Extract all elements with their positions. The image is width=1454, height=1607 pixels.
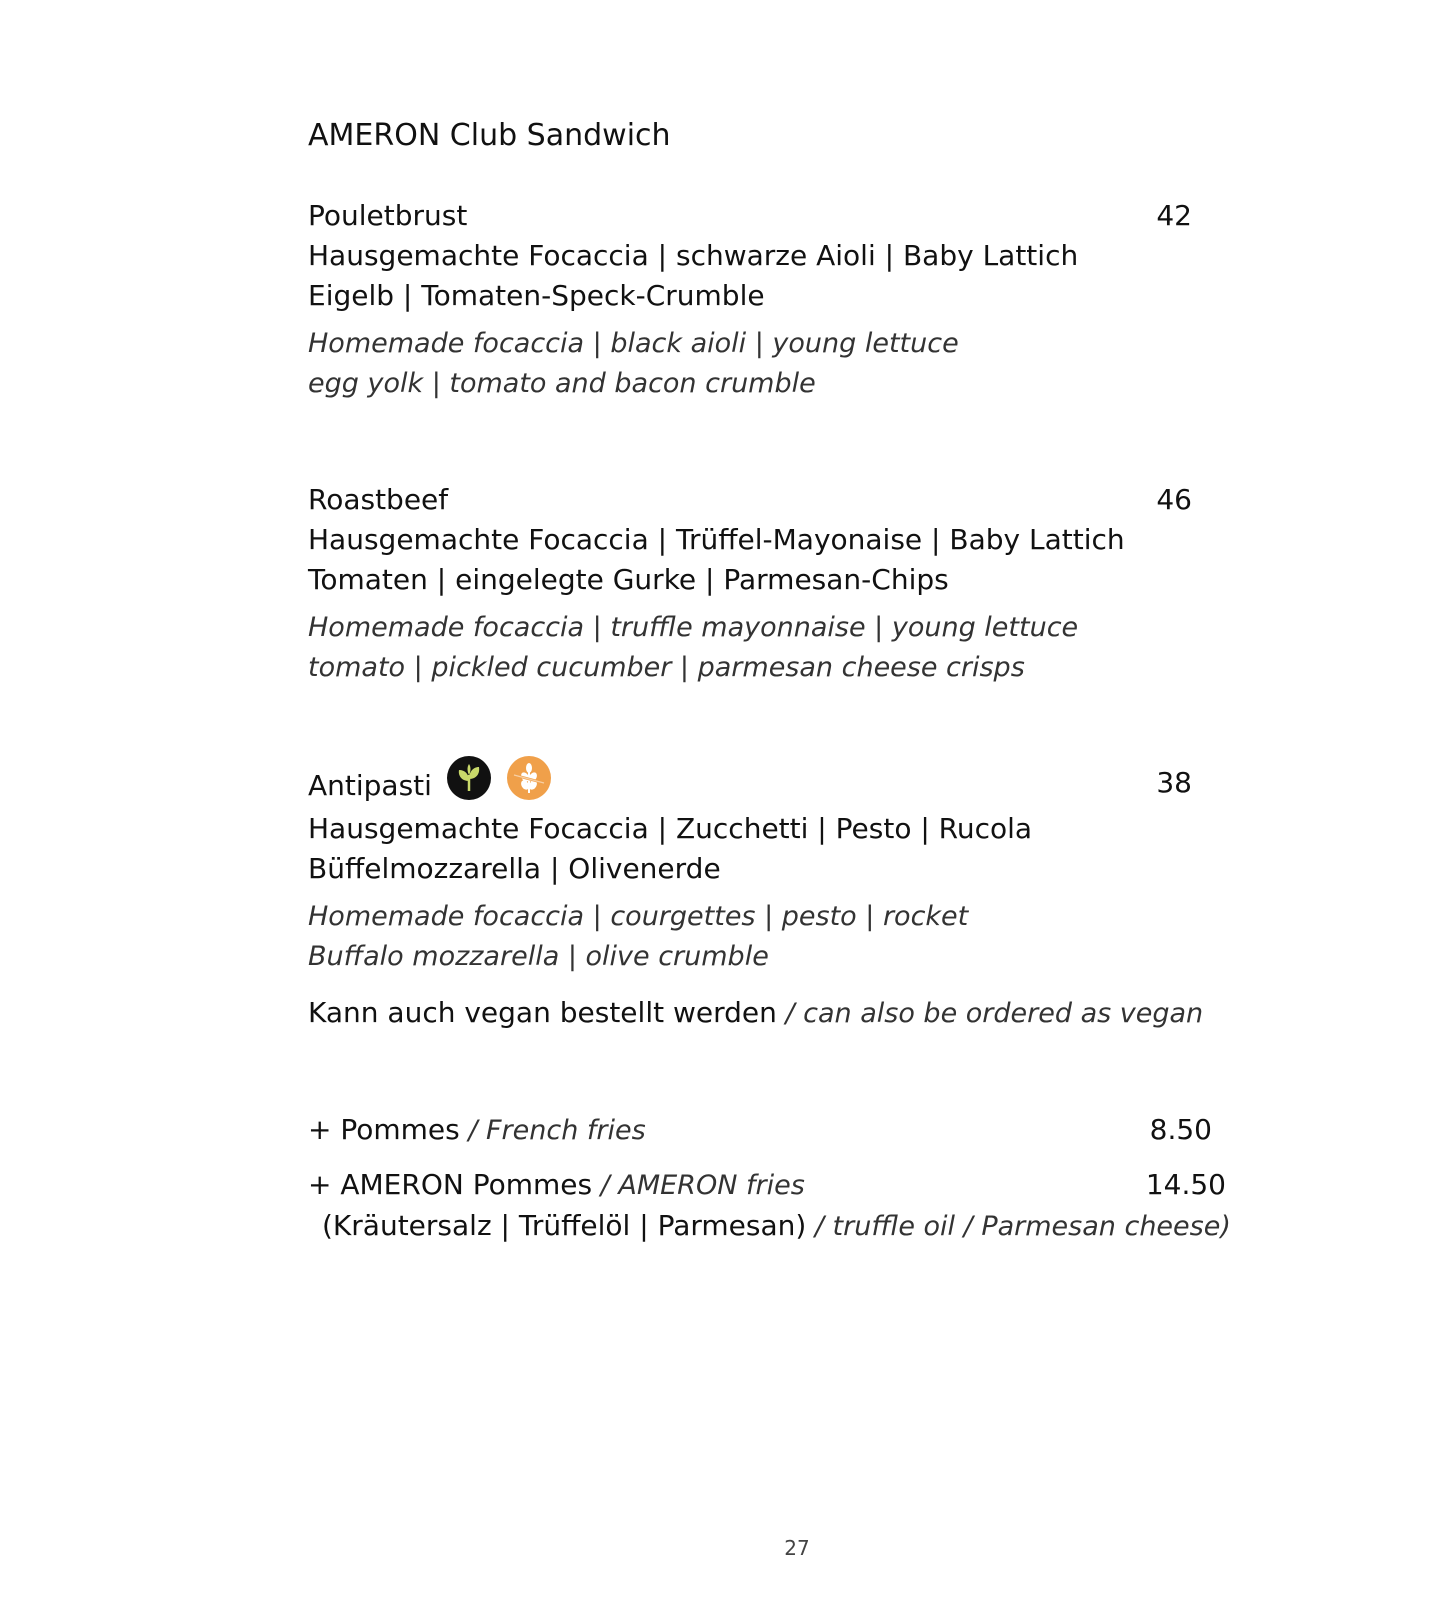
diet-icons [446, 755, 552, 801]
item-description-de: Büffelmozzarella | Olivenerde [308, 852, 721, 885]
item-description-en: Homemade focaccia | courgettes | pesto | rocket [308, 901, 969, 932]
item-name-row [308, 763, 1228, 809]
side-price: 14.50 [1145, 1168, 1226, 1201]
side-name-row [308, 1165, 1238, 1206]
side-sub-en: / truffle oil / Parmesan cheese) [806, 1211, 1231, 1242]
side-name-de: + AMERON Pommes [308, 1168, 593, 1201]
menu-item-antipasti [308, 763, 1228, 1034]
item-description-en: tomato | pickled cucumber | parmesan cheese crisps [308, 652, 1025, 683]
item-price: 38 [1156, 766, 1192, 799]
item-name: Antipasti [308, 769, 432, 802]
side-sub-de: (Kräutersalz | Trüffelöl | Parmesan) [322, 1209, 807, 1242]
side-subline [308, 1206, 1238, 1247]
item-description-en: Buffalo mozzarella | olive crumble [308, 941, 769, 972]
item-description-de: Hausgemachte Focaccia | schwarze Aioli | Baby Lattich [308, 239, 1079, 272]
item-description-de: Hausgemachte Focaccia | Trüffel-Mayonaise | Baby Lattich [308, 523, 1125, 556]
vegan-note [308, 993, 1228, 1034]
side-name-de: + Pommes [308, 1113, 460, 1146]
gluten-free-wheat-icon [506, 755, 552, 801]
menu-item-roastbeef [308, 480, 1228, 688]
item-name: Roastbeef [308, 483, 449, 516]
side-ameron-pommes [308, 1165, 1238, 1247]
side-name-en: / AMERON fries [592, 1170, 805, 1201]
vegan-note-en: / can also be ordered as vegan [776, 998, 1204, 1029]
vegan-note-de: Kann auch vegan bestellt werden [308, 996, 777, 1029]
item-name: Pouletbrust [308, 199, 468, 232]
item-description-de: Eigelb | Tomaten-Speck-Crumble [308, 279, 765, 312]
vegetarian-leaf-icon [446, 755, 492, 801]
item-description-en: egg yolk | tomato and bacon crumble [308, 368, 816, 399]
item-description-en: Homemade focaccia | black aioli | young lettuce [308, 328, 959, 359]
side-name-row [308, 1110, 1238, 1151]
section-title: AMERON Club Sandwich [308, 118, 671, 153]
side-pommes [308, 1110, 1238, 1151]
side-price: 8.50 [1149, 1113, 1212, 1146]
item-description-en: Homemade focaccia | truffle mayonnaise | young lettuce [308, 612, 1079, 643]
item-description-de: Hausgemachte Focaccia | Zucchetti | Pesto | Rucola [308, 812, 1033, 845]
item-price: 42 [1156, 199, 1192, 232]
menu-item-pouletbrust [308, 196, 1228, 404]
side-name-en: / French fries [459, 1115, 646, 1146]
item-price: 46 [1156, 483, 1192, 516]
page-number: 27 [784, 1536, 810, 1560]
item-description-de: Tomaten | eingelegte Gurke | Parmesan-Chips [308, 563, 949, 596]
